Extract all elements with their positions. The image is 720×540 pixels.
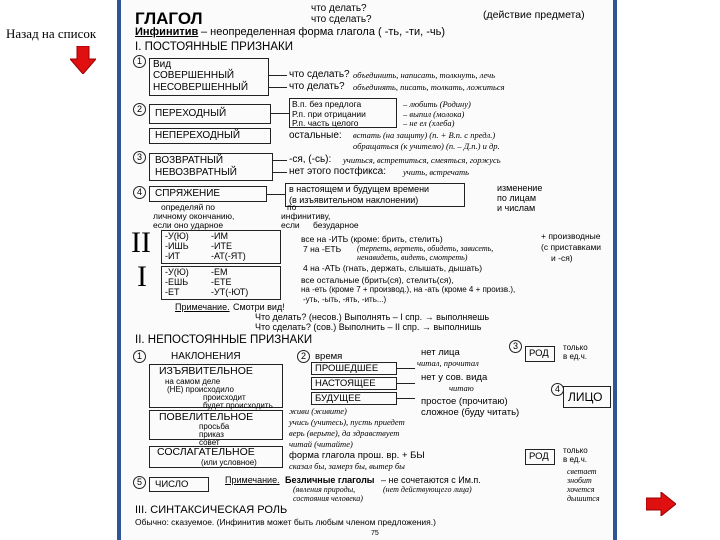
imperative-label: ПОВЕЛИТЕЛЬНОЕ xyxy=(159,411,254,423)
imperative-example-2: учись (учитесь), пусть приедет xyxy=(289,417,405,427)
ending-II-5: -ИТЕ xyxy=(211,241,232,251)
subjunctive-label: СОСЛАГАТЕЛЬНОЕ xyxy=(157,446,255,458)
marker-II-5: 5 xyxy=(133,476,146,489)
question-top-1: что делать? xyxy=(311,3,367,14)
transitive-label: ПЕРЕХОДНЫЙ xyxy=(155,108,227,119)
gender-label: РОД xyxy=(529,348,549,359)
ending-I-5: -ЕТЕ xyxy=(211,277,232,287)
imperative-note-1: просьба xyxy=(199,422,230,431)
indicative-label: ИЗЪЯВИТЕЛЬНОЕ xyxy=(159,365,253,377)
derived-2: (с приставками xyxy=(541,242,602,252)
present-label: НАСТОЯЩЕЕ xyxy=(315,378,376,389)
note-label: Примечание. xyxy=(175,302,230,312)
ending-II-3: -ИТ xyxy=(165,251,180,261)
marker-II-3: 3 xyxy=(509,340,522,353)
marker-II-4: 4 xyxy=(551,383,564,396)
impersonal-ex-2: (нет действующего лица) xyxy=(383,485,472,494)
nonreflexive-text: нет этого постфикса: xyxy=(289,166,386,177)
rule-4: все остальные (брить(ся), стелить(ся), xyxy=(301,275,454,285)
ending-I-1: -У(Ю) xyxy=(165,267,189,277)
ending-I-3: -ЕТ xyxy=(165,287,180,297)
case-3: Р.п. часть целого xyxy=(292,118,359,128)
rule-2b: (терпеть, вертеть, обидеть, зависеть, xyxy=(357,244,494,253)
only-singular-2: в ед.ч. xyxy=(563,352,588,361)
impersonal-ex-1: (явления природы, xyxy=(293,485,356,494)
determine-3: если оно ударное xyxy=(153,220,224,230)
other-label: остальные: xyxy=(289,130,342,141)
impersonal-word-4: дышится xyxy=(567,494,600,503)
conjugation-II-numeral: II xyxy=(131,226,151,259)
conjugation-I-numeral: I xyxy=(137,260,147,293)
ending-I-2: -ЕШЬ xyxy=(165,277,189,287)
marker-3: 3 xyxy=(133,151,146,164)
marker-II-2: 2 xyxy=(297,350,310,363)
tense-label: время xyxy=(315,351,343,362)
aspect-label: Вид xyxy=(153,59,172,70)
imperative-example-1: живи (живите) xyxy=(289,406,347,416)
change-label-3: и числам xyxy=(497,203,536,213)
section-3-heading: III. СИНТАКСИЧЕСКАЯ РОЛЬ xyxy=(135,504,288,516)
ending-I-6: -УТ(-ЮТ) xyxy=(211,287,249,297)
determine-1: определяй по xyxy=(161,202,216,212)
indicative-note-3: происходит xyxy=(203,393,246,402)
question-top-2: что сделать? xyxy=(311,14,372,25)
imperfective-question: что делать? xyxy=(289,81,345,92)
determine-2: личному окончанию, xyxy=(153,211,235,221)
case-2-example: – выпил (молока) xyxy=(403,109,465,119)
gender-label-2: РОД xyxy=(529,451,549,462)
textbook-page xyxy=(121,0,613,540)
impersonal-note-label: Примечание. xyxy=(225,475,280,485)
imperative-example-4: читай (читайте) xyxy=(289,439,353,449)
case-1-example: – любить (Родину) xyxy=(403,99,471,109)
ending-II-2: -ИШЬ xyxy=(165,241,189,251)
change-label-1: изменение xyxy=(497,183,543,193)
rule-2c: ненавидеть, видеть, смотреть) xyxy=(357,253,468,262)
nonreflexive-label: НЕВОЗВРАТНЫЙ xyxy=(155,167,237,178)
impersonal-verbs: Безличные глаголы xyxy=(285,475,375,485)
perfective-label: СОВЕРШЕННЫЙ xyxy=(153,70,235,81)
only-singular-1: только xyxy=(563,343,588,352)
impersonal-ex-3: состояния человека) xyxy=(293,494,363,503)
perfective-examples: объединить, написать, толкнуть, лечь xyxy=(353,70,496,80)
subjunctive-example-1: форма глагола прош. вр. + БЫ xyxy=(289,450,425,461)
marker-1: 1 xyxy=(133,55,146,68)
case-2: Р.п. при отрицании xyxy=(292,109,366,119)
simple-future: простое (прочитаю) xyxy=(421,396,508,407)
number-label: ЧИСЛО xyxy=(155,479,189,490)
note-text: Смотри вид! xyxy=(233,302,285,312)
determine-7: безударное xyxy=(313,220,359,230)
rule-6: -уть, -ыть, -ять, -ить...) xyxy=(303,295,387,304)
marker-2: 2 xyxy=(133,103,146,116)
determine-5: инфинитиву, xyxy=(281,211,331,221)
red-right-arrow-icon[interactable] xyxy=(646,492,676,516)
imperfective-examples: объединять, писать, толкать, ложиться xyxy=(353,82,505,92)
imperfective-label: НЕСОВЕРШЕННЫЙ xyxy=(153,82,248,93)
determine-4: по xyxy=(287,202,297,212)
rule-3: 4 на -АТЬ (гнать, держать, слышать, дышать) xyxy=(303,263,483,273)
impersonal-text: – не сочетаются с Им.п. xyxy=(381,475,481,485)
no-perfective-label: нет у сов. вида xyxy=(421,372,488,383)
perfective-question: что сделать? xyxy=(289,69,350,80)
case-1: В.п. без предлога xyxy=(292,99,362,109)
subjunctive-note: (или условное) xyxy=(201,458,257,467)
red-down-arrow-icon[interactable] xyxy=(70,46,96,74)
back-to-list-link[interactable]: Назад на список xyxy=(6,26,97,41)
section-1-heading: I. ПОСТОЯННЫЕ ПРИЗНАКИ xyxy=(135,41,293,53)
action-note: (действие предмета) xyxy=(483,9,585,21)
note-line-3: Что сделать? (сов.) Выполнить – II спр. → выполнишь xyxy=(255,322,482,332)
change-label-2: по лицам xyxy=(497,193,537,203)
conjugation-note-2: (в изъявительном наклонении) xyxy=(289,195,419,205)
intransitive-label: НЕПЕРЕХОДНЫЙ xyxy=(155,130,241,141)
impersonal-word-1: светает xyxy=(567,467,597,476)
ending-I-4: -ЕМ xyxy=(211,267,228,277)
marker-4: 4 xyxy=(133,186,146,199)
marker-II-1: 1 xyxy=(133,350,146,363)
section-3-text: Обычно: сказуемое. (Инфинитив может быть любым членом предложения.) xyxy=(135,517,436,527)
only-singular-4: в ед.ч. xyxy=(563,455,588,464)
indicative-note-1: на самом деле xyxy=(165,377,221,386)
no-person-label: нет лица xyxy=(421,347,460,358)
infinitive-label: Инфинитив xyxy=(135,26,199,38)
future-label: БУДУЩЕЕ xyxy=(315,393,361,404)
nonreflexive-examples: учить, встречать xyxy=(403,167,470,177)
conjugation-label: СПРЯЖЕНИЕ xyxy=(155,188,221,199)
imperative-note-3: совет xyxy=(199,438,220,447)
indicative-note-2: (НЕ) происходило xyxy=(167,385,234,394)
no-person-example: читал, прочитал xyxy=(417,358,479,368)
derived-3: и -ся) xyxy=(551,253,573,263)
determine-6: если xyxy=(281,220,300,230)
reflexive-examples: учиться, встретиться, смеяться, горжусь xyxy=(343,155,501,165)
ending-II-4: -ИМ xyxy=(211,231,228,241)
other-example-1: встать (на защиту) (п. + В.п. с предл.) xyxy=(353,130,496,140)
infinitive-definition: – неопределенная форма глагола ( -ть, -ти, -чь) xyxy=(201,26,445,38)
only-singular-3: только xyxy=(563,446,588,455)
ending-II-6: -АТ(-ЯТ) xyxy=(211,251,246,261)
imperative-example-3: верь (верьте), да здравствует xyxy=(289,428,400,438)
impersonal-word-2: знобит xyxy=(567,476,592,485)
imperative-note-2: приказ xyxy=(199,430,224,439)
conjugation-note-1: в настоящем и будущем времени xyxy=(289,184,430,194)
rule-5: на -еть (кроме 7 + производ.), на -ать (кроме 4 + произв.), xyxy=(301,285,516,294)
moods-label: НАКЛОНЕНИЯ xyxy=(171,351,241,362)
rule-1: все на -ИТЬ (кроме: брить, стелить) xyxy=(301,234,443,244)
person-label: ЛИЦО xyxy=(568,390,603,404)
subjunctive-example-2: сказал бы, замерз бы, вытер бы xyxy=(289,461,405,471)
derived-1: + производные xyxy=(541,231,601,241)
reflexive-label: ВОЗВРАТНЫЙ xyxy=(155,155,224,166)
other-example-2: обращаться (к учителю) (п. – Д.п.) и др. xyxy=(353,141,500,151)
no-perfective-example: читаю xyxy=(449,383,474,393)
rule-2a: 7 на -ЕТЬ xyxy=(303,244,342,254)
case-3-example: – не ел (хлеба) xyxy=(403,118,455,128)
section-2-heading: II. НЕПОСТОЯННЫЕ ПРИЗНАКИ xyxy=(135,334,313,346)
reflexive-suffix: -ся, (-сь): xyxy=(289,154,332,165)
page-title: ГЛАГОЛ xyxy=(135,9,203,28)
impersonal-word-3: хочется xyxy=(567,485,595,494)
compound-future: сложное (буду читать) xyxy=(421,407,520,418)
note-line-2: Что делать? (несов.) Выполнять – I спр. → выполняешь xyxy=(255,312,490,322)
indicative-note-4: будет происходить xyxy=(203,401,273,410)
ending-II-1: -У(Ю) xyxy=(165,231,189,241)
page-number: 75 xyxy=(371,530,379,537)
past-label: ПРОШЕДШЕЕ xyxy=(315,363,379,374)
